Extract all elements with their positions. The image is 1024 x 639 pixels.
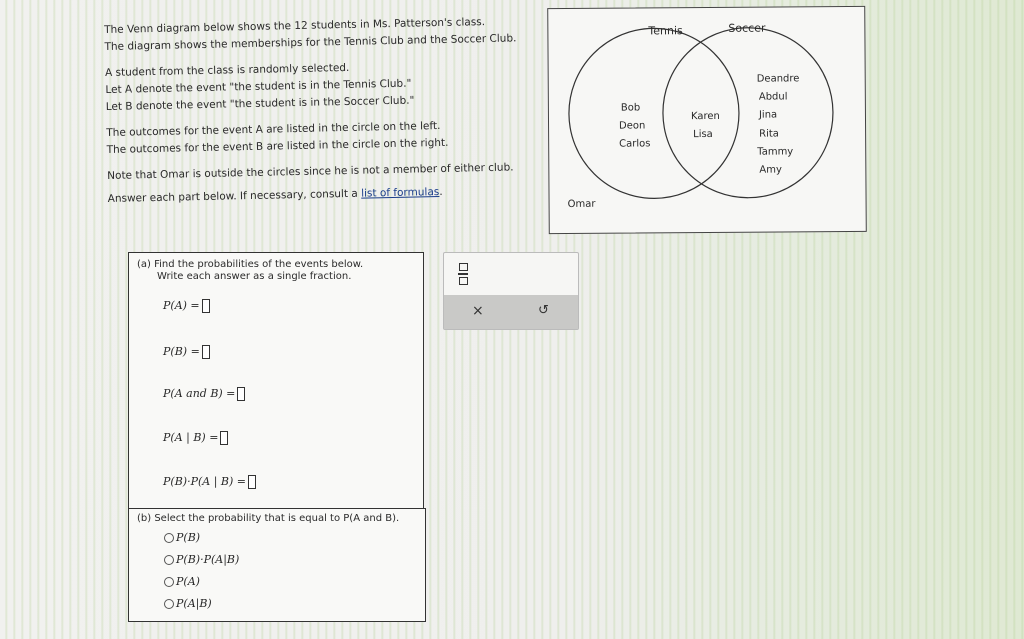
both-member: Lisa — [693, 128, 713, 141]
soccer-label: Soccer — [728, 21, 766, 35]
soccer-member: Jina — [758, 109, 778, 121]
venn-diagram — [547, 6, 867, 234]
problem-statement — [104, 13, 538, 208]
tennis-member: Bob — [620, 102, 641, 114]
soccer-circle — [662, 27, 833, 198]
answer-input-p-a-given-b[interactable] — [220, 431, 228, 445]
both-member: Karen — [690, 110, 720, 123]
problem-line: The outcomes for the event B are listed in the circle on the right. — [106, 136, 449, 156]
option-p-a-given-b[interactable]: P(A|B) — [164, 597, 212, 610]
math-toolbar — [443, 252, 579, 330]
formulas-link[interactable]: list of formulas — [361, 186, 440, 200]
tennis-member: Deon — [619, 120, 646, 132]
radio-icon[interactable] — [164, 599, 174, 609]
answer-input-p-a-and-b[interactable] — [237, 387, 245, 401]
soccer-member: Deandre — [756, 73, 800, 85]
soccer-member: Abdul — [758, 91, 788, 103]
radio-icon[interactable] — [164, 533, 174, 543]
equation-p-a: P(A) = — [163, 299, 210, 313]
clear-button[interactable]: × — [472, 303, 484, 319]
soccer-member: Amy — [759, 164, 782, 176]
problem-line: Let A denote the event "the student is in the Tennis Club." — [105, 77, 412, 96]
problem-line: A student from the class is randomly selected. — [104, 61, 350, 79]
soccer-member: Tammy — [757, 146, 794, 158]
part-a-heading: (a) Find the probabilities of the events below. Write each answer as a single fraction. — [137, 259, 364, 282]
problem-line: Let B denote the event "the student is in the Soccer Club." — [105, 94, 415, 113]
answer-input-p-a[interactable] — [202, 299, 210, 313]
tennis-member: Carlos — [619, 138, 651, 150]
part-b-panel — [128, 508, 426, 622]
answer-input-p-b[interactable] — [202, 345, 210, 359]
answer-input-product[interactable] — [248, 475, 256, 489]
problem-line: The Venn diagram below shows the 12 students in Ms. Patterson's class. — [104, 16, 486, 36]
option-p-b-times-p-a-given-b[interactable]: P(B)·P(A|B) — [164, 553, 239, 566]
equation-p-b-times-p-a-given-b: P(B)·P(A | B) = — [163, 475, 256, 489]
part-a-panel — [128, 252, 424, 512]
option-p-b[interactable]: P(B) — [164, 531, 200, 544]
undo-button[interactable]: ↺ — [538, 303, 549, 318]
toolbar-action-bar — [444, 295, 578, 329]
problem-line: The outcomes for the event A are listed in the circle on the left. — [106, 119, 441, 139]
fraction-icon[interactable] — [458, 263, 468, 285]
soccer-member: Rita — [759, 128, 779, 140]
equation-p-a-and-b: P(A and B) = — [163, 387, 245, 401]
answer-instructions: Answer each part below. If necessary, consult a list of formulas. — [107, 185, 443, 205]
radio-icon[interactable] — [164, 577, 174, 587]
part-b-heading: (b) Select the probability that is equal to P(A and B). — [137, 513, 400, 524]
problem-line: Note that Omar is outside the circles since he is not a member of either club. — [107, 161, 514, 182]
problem-line: The diagram shows the memberships for the Tennis Club and the Soccer Club. — [104, 32, 517, 53]
radio-icon[interactable] — [164, 555, 174, 565]
equation-p-a-given-b: P(A | B) = — [163, 431, 228, 445]
outside-member: Omar — [567, 198, 596, 210]
option-p-a[interactable]: P(A) — [164, 575, 200, 588]
equation-p-b: P(B) = — [163, 345, 210, 359]
tennis-label: Tennis — [648, 24, 683, 38]
